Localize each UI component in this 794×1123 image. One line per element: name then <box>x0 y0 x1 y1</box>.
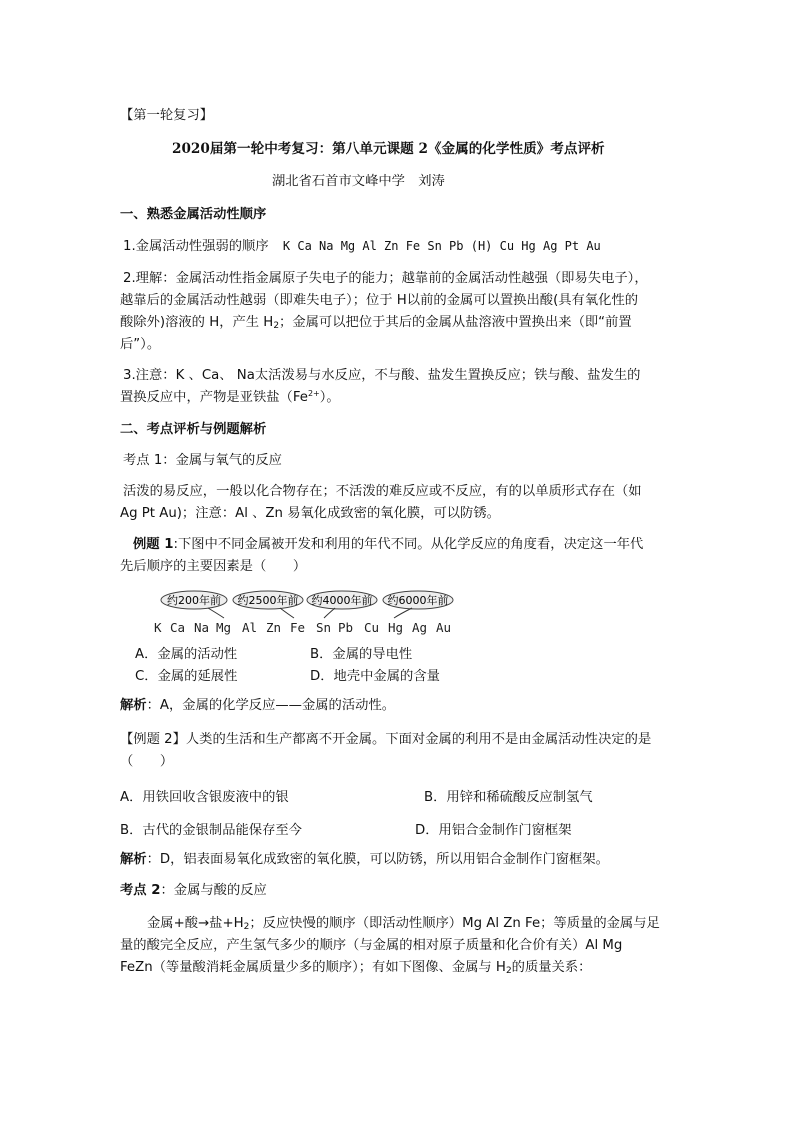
kp2-h2-sub-2: 2 <box>505 966 512 976</box>
activity-series: K Ca Na Mg Al Zn Fe Sn Pb (H) Cu Hg Ag Pt Au <box>282 239 601 253</box>
author-line: 湖北省石首市文峰中学 刘涛 <box>272 174 445 189</box>
ex1-option-c: C．金属的延展性 <box>135 669 238 684</box>
example2-line-2: （ ） <box>120 754 174 769</box>
kp2-line-3b: 的质量关系： <box>511 960 592 975</box>
page-title: 2020届第一轮中考复习：第八单元课题 2《金属的化学性质》考点评析 <box>172 141 605 157</box>
fe-superscript: 2+ <box>307 389 320 398</box>
kp2-line-2: 量的酸完全反应，产生氢气多少的顺序（与金属的相对原子质量和化合价有关）Al Mg <box>120 938 623 953</box>
kp1-text-line-1: 活泼的易反应，一般以化合物存在；不活泼的难反应或不反应，有的以单质形式存在（如 <box>123 484 642 499</box>
arrow-6000 <box>394 608 412 618</box>
understanding-line-1: 2.理解：金属活动性指金属原子失电子的能力；越靠前的金属活动性越强（即易失电子）， <box>123 271 648 286</box>
example1-line-2: 先后顺序的主要因素是（ ） <box>120 559 307 574</box>
kp1-heading: 考点 1：金属与氧气的反应 <box>123 453 282 468</box>
kp2-line-1 <box>147 915 660 933</box>
activity-series-label: 1.金属活动性强弱的顺序 <box>123 239 269 254</box>
note-line-1: 3.注意：K 、Ca、 Na太活泼易与水反应，不与酸、盐发生置换反应；铁与酸、盐发生的 <box>123 368 641 383</box>
bubble-2500-label: 约2500年前 <box>237 594 299 607</box>
note-line-2 <box>120 389 340 407</box>
understanding-line-4: 后”）。 <box>120 337 161 352</box>
bubble-6000-label: 约6000年前 <box>387 594 449 607</box>
metal-symbol-au: Au <box>436 620 452 635</box>
metal-symbol-pb: Pb <box>338 620 354 635</box>
answer2-line <box>120 851 609 869</box>
example2-text: 人类的生活和生产都离不开金属。下面对金属的利用不是由金属活动性决定的是 <box>185 732 652 747</box>
answer2-label: 解析 <box>120 852 147 867</box>
metal-symbol-zn: Zn <box>266 620 282 635</box>
ex1-option-a: A．金属的活动性 <box>135 647 238 662</box>
ex1-option-b: B．金属的导电性 <box>310 647 413 662</box>
kp2-line-3 <box>120 959 591 977</box>
h2-subscript: 2 <box>273 321 280 331</box>
metal-timeline-figure <box>150 588 460 638</box>
metal-symbol-cu: Cu <box>364 620 380 635</box>
metal-symbol-fe: Fe <box>290 620 306 635</box>
metal-symbol-ca: Ca <box>170 620 186 635</box>
review-tag: 【第一轮复习】 <box>120 108 214 123</box>
metal-symbol-na: Na <box>194 620 210 635</box>
example1-label: 例题 1 <box>133 537 174 552</box>
understanding-line-2: 越靠后的金属活动性越弱（即难失电子）；位于 H以前的金属可以置换出酸(具有氧化性的 <box>120 293 639 308</box>
metal-symbol-al: Al <box>242 620 258 635</box>
ex2-option-a: A．用铁回收含银废液中的银 <box>120 790 289 805</box>
note-line-2b: ）。 <box>319 390 340 405</box>
answer1-text: ：A，金属的化学反应——金属的活动性。 <box>146 698 396 713</box>
metal-symbol-k: K <box>154 620 162 635</box>
section1-heading: 一、熟悉金属活动性顺序 <box>120 207 267 222</box>
understanding-line-3b: ；金属可以把位于其后的金属从盐溶液中置换出来（即“前置 <box>279 315 632 330</box>
metal-symbol-sn: Sn <box>316 620 332 635</box>
note-line-2a: 置换反应中，产物是亚铁盐（Fe <box>120 390 308 405</box>
understanding-line-3 <box>120 314 632 332</box>
ex1-option-d: D．地壳中金属的含量 <box>310 669 440 684</box>
answer1-line <box>120 697 395 715</box>
example1-line-1 <box>133 536 643 554</box>
answer1-label: 解析 <box>120 698 147 713</box>
kp2-label: 考点 2 <box>120 883 161 898</box>
section2-heading: 二、考点评析与例题解析 <box>120 422 267 437</box>
bubble-4000-label: 约4000年前 <box>311 594 373 607</box>
arrow-200 <box>208 608 224 618</box>
example2-label: 【例题 2】 <box>120 732 186 747</box>
metal-symbol-ag: Ag <box>412 620 428 635</box>
example1-text: :下图中不同金属被开发和利用的年代不同。从化学反应的角度看，决定这一年代 <box>173 537 644 552</box>
ex2-option-b: B．用锌和稀硫酸反应制氢气 <box>424 790 593 805</box>
kp2-text: ：金属与酸的反应 <box>160 883 267 898</box>
kp2-heading <box>120 882 267 900</box>
bubble-200-label: 约200年前 <box>167 594 221 607</box>
arrow-2500 <box>280 608 294 618</box>
example2-line-1 <box>120 731 651 749</box>
kp2-line-1a: 金属+酸→盐+H <box>147 916 244 931</box>
metal-symbol-mg: Mg <box>216 620 232 635</box>
kp2-line-1b: ；反应快慢的顺序（即活动性顺序）Mg Al Zn Fe；等质量的金属与足 <box>249 916 660 931</box>
ex2-option-d: D．用铝合金制作门窗框架 <box>415 823 572 838</box>
activity-series-line <box>123 237 601 256</box>
understanding-line-3a: 酸除外)溶液的 H，产生 H <box>120 315 274 330</box>
kp2-line-3a: FeZn（等量酸消耗金属质量少多的顺序）；有如下图像、金属与 H <box>120 960 506 975</box>
ex2-option-c: B．古代的金银制品能保存至今 <box>120 823 302 838</box>
kp1-text-line-2: Ag Pt Au)；注意：Al 、Zn 易氧化成致密的氧化膜，可以防锈。 <box>120 506 500 521</box>
answer2-text: ：D，铝表面易氧化成致密的氧化膜，可以防锈，所以用铝合金制作门窗框架。 <box>146 852 609 867</box>
arrow-4000 <box>324 608 335 618</box>
metal-symbol-hg: Hg <box>388 620 404 635</box>
kp2-h2-sub-1: 2 <box>243 922 250 932</box>
